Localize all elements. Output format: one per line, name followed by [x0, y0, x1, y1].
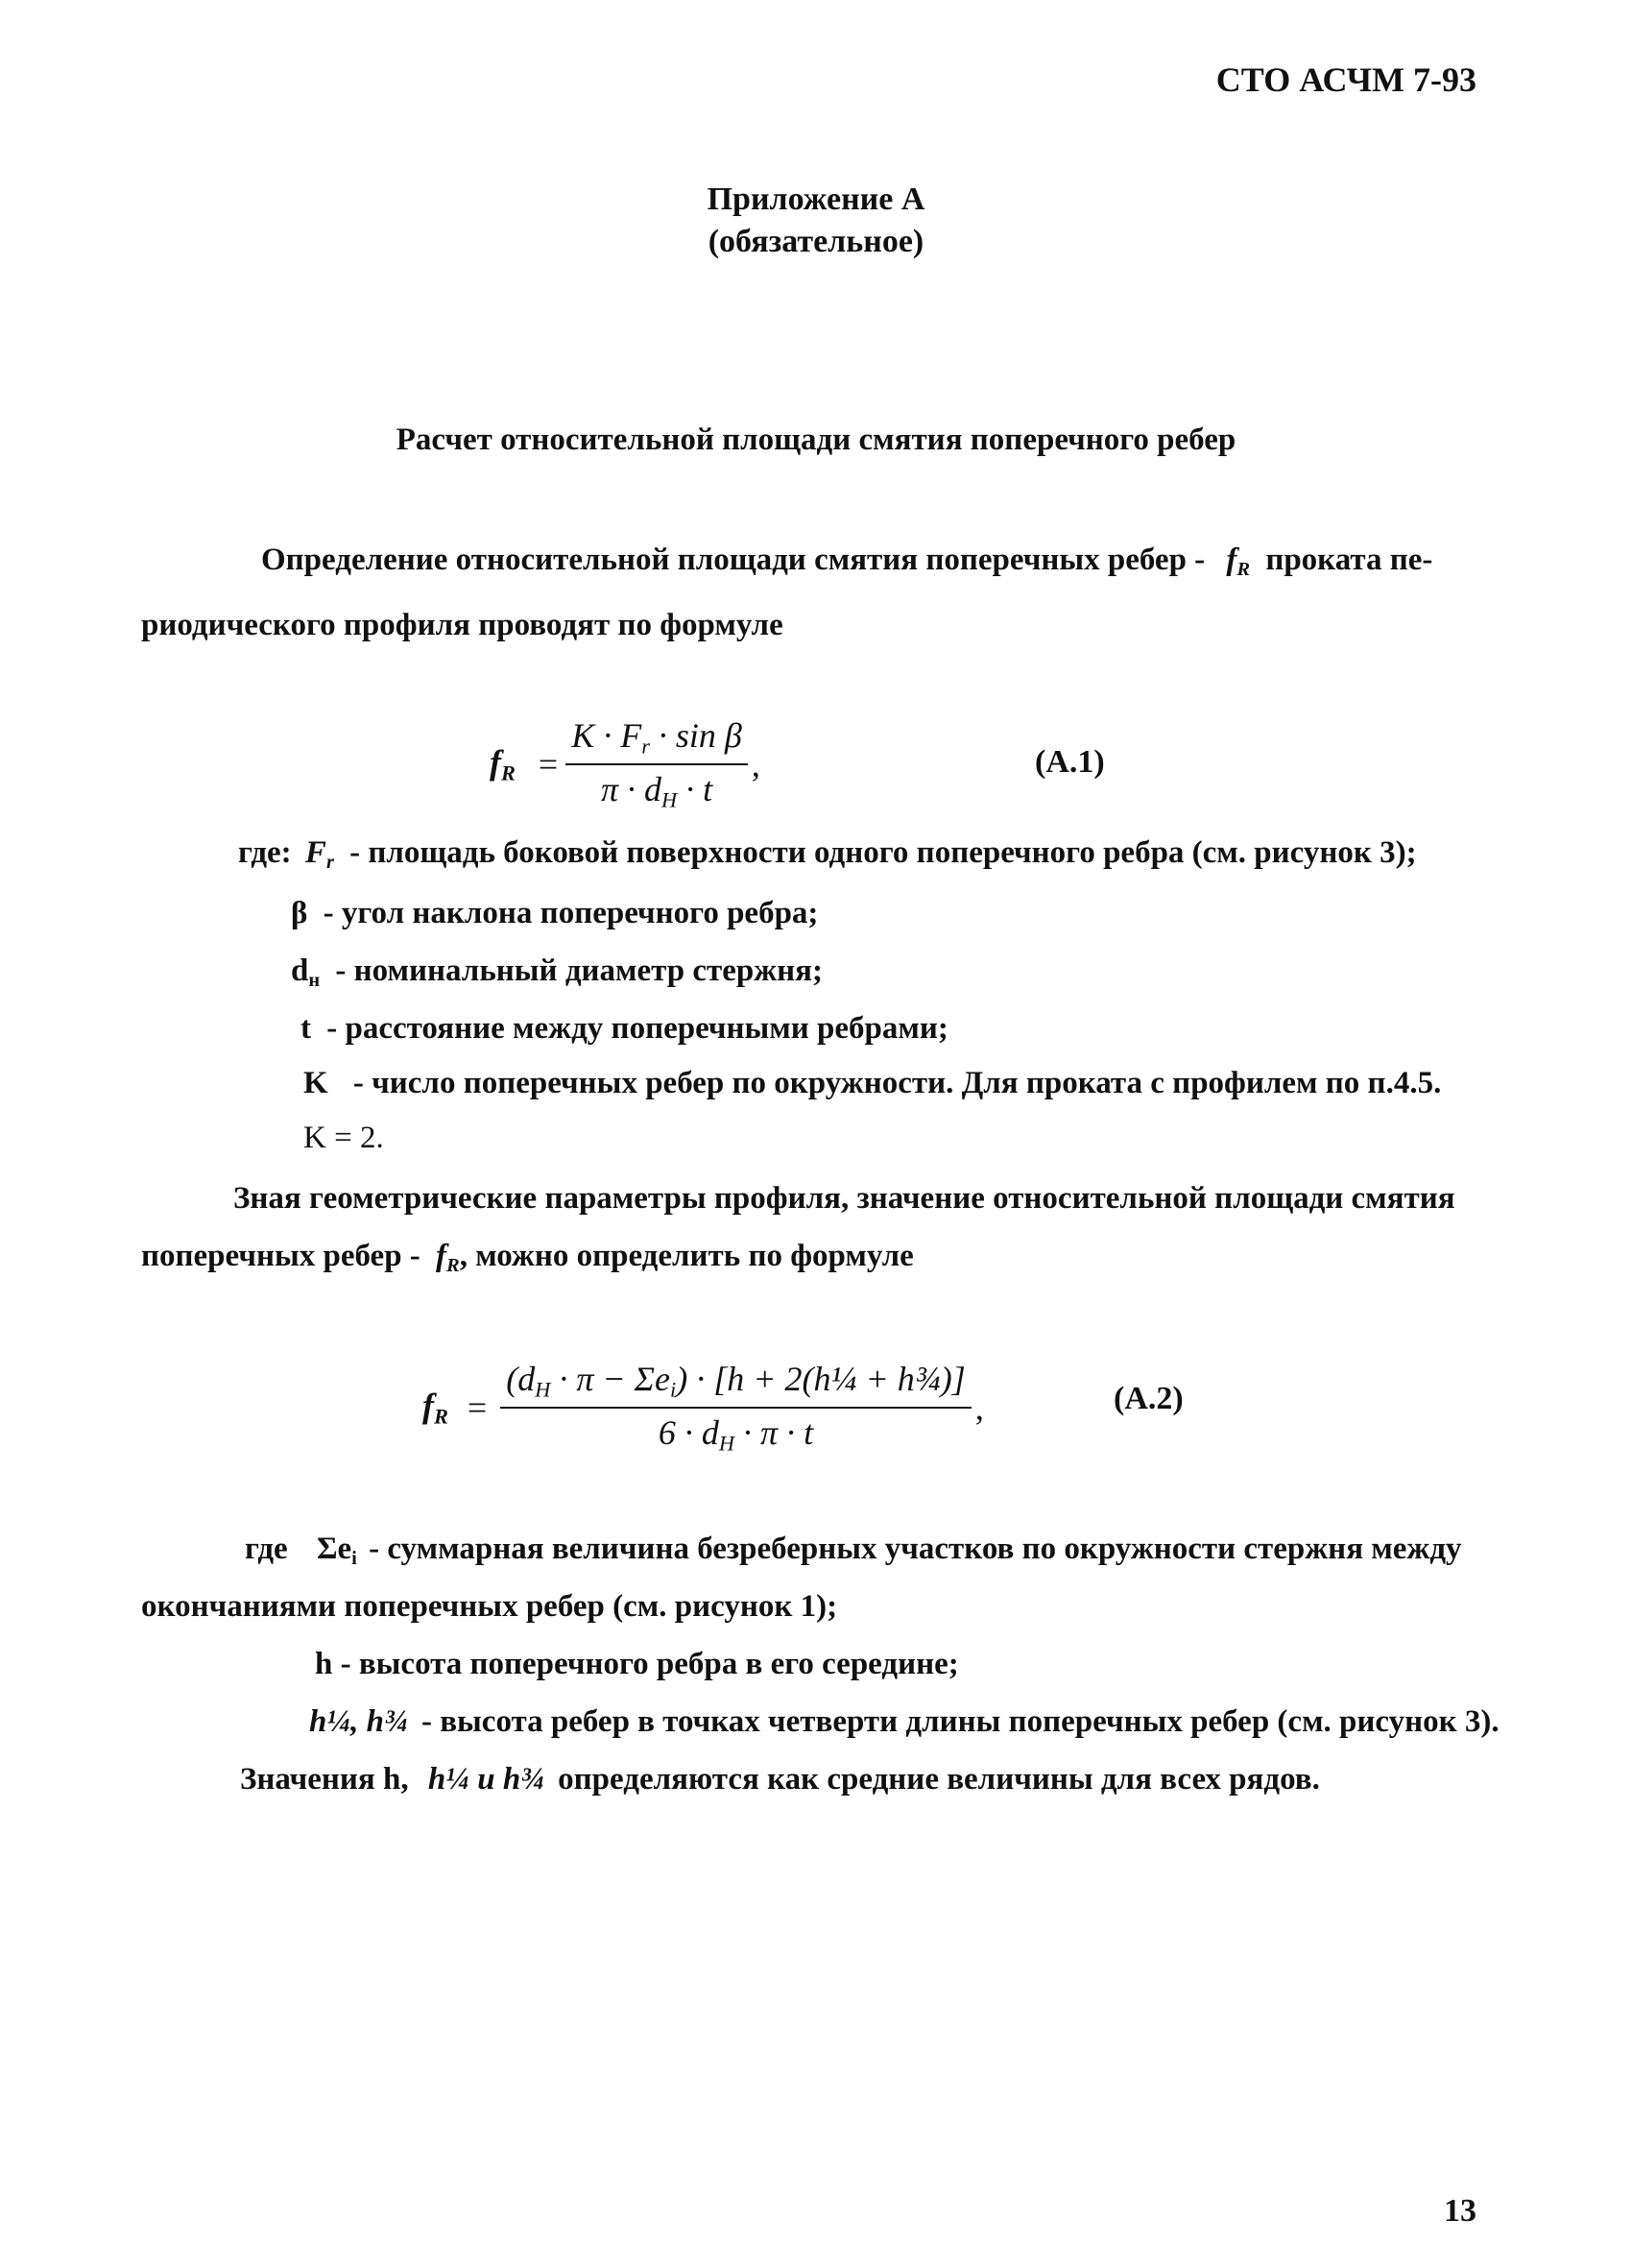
- formula1-fraction: [565, 715, 748, 812]
- definition-t: t - расстояние между поперечными ребрами;: [300, 1011, 948, 1046]
- intro-line-1: [261, 543, 1432, 581]
- definition-K-value: K = 2.: [303, 1121, 384, 1155]
- definition-beta: β - угол наклона поперечного ребра;: [291, 896, 819, 930]
- formula-a2: [422, 1359, 984, 1456]
- para2-line-1: Зная геометрические параметры профиля, значение относительной площади смятия: [233, 1181, 1455, 1216]
- intro-text-after: проката пе-: [1265, 543, 1433, 577]
- page-number: 13: [1444, 2193, 1476, 2229]
- appendix-subtitle: (обязательное): [708, 224, 924, 259]
- definition-h-quarter: h¼, h¾ - высота ребер в точках четверти длины поперечных ребер (см. рисунок 3).: [309, 1704, 1500, 1739]
- para2-line-2: поперечных ребер - $f_R$, можно определить по формуле: [141, 1239, 914, 1277]
- definition-h: h - высота поперечного ребра в его середине;: [315, 1647, 959, 1681]
- symbol-fR: $f_R$: [1226, 543, 1251, 581]
- formula2-equals: =: [467, 1387, 488, 1427]
- definition-Fr: где: $F_r$ - площадь боковой поверхности одного поперечного ребра (см. рисунок 3);: [238, 835, 1417, 874]
- definition-sum-e: где $\Sigma e_i$ - суммарная величина безреберных участков по окружности стержня между: [245, 1532, 1462, 1570]
- formula2-denominator: $6 \cdot d_H \cdot \pi \cdot t$: [658, 1412, 814, 1456]
- formula2-number: (А.2): [1114, 1381, 1184, 1416]
- definition-dn: $d_н$ - номинальный диаметр стержня;: [291, 953, 824, 992]
- document-code: СТО АСЧМ 7-93: [1215, 60, 1476, 99]
- intro-text-before: Определение относительной площади смятия поперечных ребер -: [261, 543, 1206, 577]
- section-title: Расчет относительной площади смятия поперечного ребер: [396, 422, 1236, 457]
- definition-sum-e-cont: окончаниями поперечных ребер (см. рисунок 1);: [141, 1589, 838, 1624]
- formula2-comma: ,: [974, 1387, 984, 1427]
- formula2-numerator: $(d_H \cdot \pi - \Sigma e_i) \cdot [h$ + 2(h¼ + h¾)]: [500, 1359, 972, 1409]
- formula2-lhs: $f_R$: [422, 1386, 448, 1429]
- intro-line-2: риодического профиля проводят по формуле: [141, 608, 783, 642]
- formula1-number: (А.1): [1035, 744, 1105, 780]
- formula-a1: [490, 715, 760, 812]
- formula1-comma: ,: [751, 744, 760, 784]
- definition-K: K - число поперечных ребер по окружности. Для проката с профилем по п.4.5.: [303, 1066, 1442, 1100]
- formula1-lhs: $f_R$: [490, 742, 516, 785]
- appendix-title: Приложение А: [707, 181, 925, 217]
- formula1-equals: =: [538, 744, 559, 784]
- definition-values-note: Значения h, h¼ и h¾ определяются как средние величины для всех рядов.: [240, 1762, 1320, 1797]
- formula1-numerator: $K \cdot F_r \cdot \sin \beta$: [565, 715, 748, 765]
- formula1-denominator: $\pi \cdot d_H \cdot t$: [600, 769, 713, 812]
- formula2-fraction: [500, 1359, 972, 1456]
